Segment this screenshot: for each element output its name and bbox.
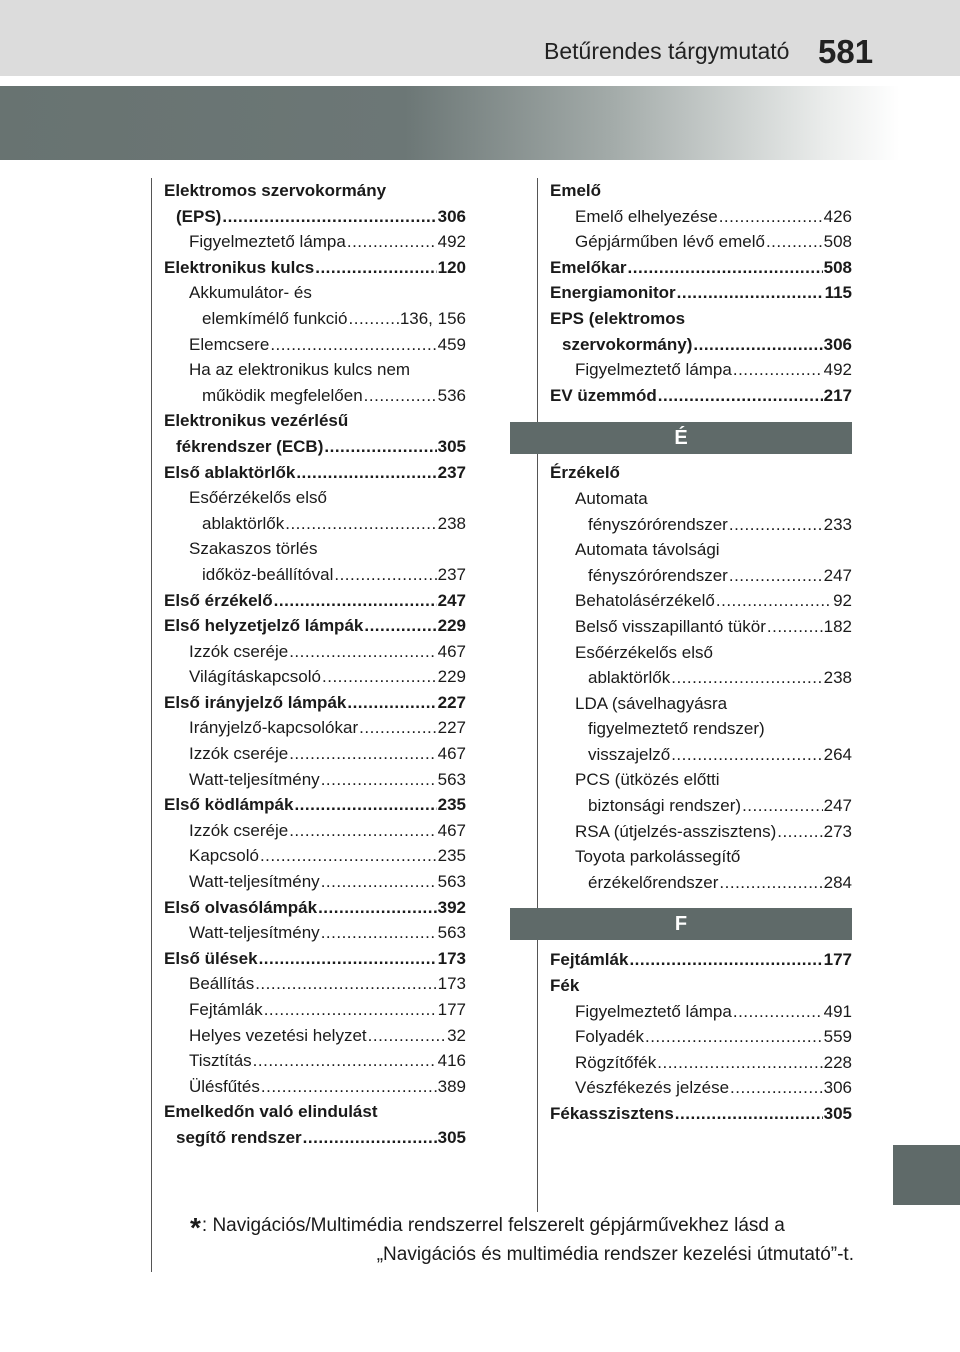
index-subentry bbox=[550, 588, 852, 614]
dot-leader bbox=[296, 460, 436, 486]
index-subentry bbox=[164, 971, 466, 997]
index-subentry bbox=[550, 691, 852, 717]
entry-page-number: 536 bbox=[437, 385, 466, 405]
entry-term: Emelkedőn való elindulást bbox=[164, 1102, 378, 1122]
dot-leader bbox=[730, 1075, 823, 1101]
entry-page-number: 467 bbox=[437, 820, 466, 840]
entry-page-number: 247 bbox=[437, 590, 466, 610]
entry-term: időköz-beállítóval bbox=[202, 564, 334, 584]
entry-page-number: 467 bbox=[437, 744, 466, 764]
entry-page-number: 563 bbox=[437, 769, 466, 789]
entry-term: Izzók cseréje bbox=[189, 744, 289, 764]
index-entry bbox=[550, 947, 852, 973]
index-subentry bbox=[164, 1074, 466, 1100]
index-entry bbox=[164, 178, 466, 204]
index-entry bbox=[164, 255, 466, 281]
dot-leader bbox=[289, 639, 436, 665]
entry-term: Első ülések bbox=[164, 948, 258, 968]
dot-leader bbox=[716, 588, 832, 614]
index-entry bbox=[164, 613, 466, 639]
dot-leader bbox=[289, 818, 436, 844]
index-subentry bbox=[550, 793, 852, 819]
dot-leader bbox=[671, 665, 822, 691]
entry-term: fényszórórendszer bbox=[588, 565, 728, 585]
dot-leader bbox=[767, 614, 823, 640]
index-subentry bbox=[550, 742, 852, 768]
dot-leader bbox=[321, 767, 437, 793]
dot-leader bbox=[261, 1074, 437, 1100]
entry-page-number: 136, 156 bbox=[399, 308, 466, 328]
index-entry bbox=[164, 588, 466, 614]
dot-leader bbox=[222, 204, 436, 230]
entry-term: Esőérzékelős első bbox=[575, 642, 713, 662]
entry-term: Fejtámlák bbox=[550, 950, 629, 970]
dot-leader bbox=[364, 613, 436, 639]
entry-term: Watt-teljesítmény bbox=[189, 923, 320, 943]
dot-leader bbox=[315, 255, 436, 281]
entry-page-number: 306 bbox=[437, 206, 466, 226]
dot-leader bbox=[742, 793, 823, 819]
dot-leader bbox=[675, 1101, 823, 1127]
index-subentry bbox=[550, 819, 852, 845]
entry-term: PCS (ütközés előtti bbox=[575, 770, 720, 790]
entry-page-number: 416 bbox=[437, 1051, 466, 1071]
dot-leader bbox=[347, 690, 436, 716]
index-entry bbox=[164, 1125, 466, 1151]
index-subentry bbox=[550, 1024, 852, 1050]
index-subentry bbox=[550, 1075, 852, 1101]
entry-term: fékrendszer (ECB) bbox=[176, 436, 324, 456]
entry-term: Emelőkar bbox=[550, 257, 627, 277]
entry-term: Első olvasólámpák bbox=[164, 897, 318, 917]
entry-page-number: 237 bbox=[437, 462, 466, 482]
entry-term: Első ablaktörlők bbox=[164, 462, 296, 482]
dot-leader bbox=[645, 1024, 823, 1050]
entry-term: Irányjelző-kapcsolókar bbox=[189, 718, 359, 738]
entry-page-number: 284 bbox=[823, 872, 852, 892]
entry-term: Világításkapcsoló bbox=[189, 667, 321, 687]
dot-leader bbox=[719, 870, 822, 896]
index-subentry bbox=[164, 306, 466, 332]
index-subentry bbox=[550, 1050, 852, 1076]
entry-page-number: 305 bbox=[823, 1104, 852, 1123]
entry-term: Figyelmeztető lámpa bbox=[575, 360, 732, 380]
dot-leader bbox=[253, 1048, 437, 1074]
index-entry bbox=[164, 946, 466, 972]
footnote-line-1: : Navigációs/Multimédia rendszerrel felszerelt gépjárművekhez lásd a bbox=[201, 1215, 785, 1236]
entry-term: Ülésfűtés bbox=[189, 1076, 260, 1096]
entry-term: Elemcsere bbox=[189, 334, 270, 354]
entry-term: elemkímélő funkció bbox=[202, 308, 348, 328]
index-subentry bbox=[550, 229, 852, 255]
entry-page-number: 306 bbox=[823, 1078, 852, 1098]
entry-page-number: 459 bbox=[437, 334, 466, 354]
dot-leader bbox=[303, 1125, 437, 1151]
dot-leader bbox=[294, 792, 436, 818]
index-entry bbox=[164, 895, 466, 921]
index-subentry bbox=[164, 715, 466, 741]
section-header-f: F bbox=[510, 908, 852, 940]
dot-leader bbox=[260, 843, 437, 869]
index-entry bbox=[164, 460, 466, 486]
index-subentry bbox=[550, 870, 852, 896]
entry-term: LDA (sávelhagyásra bbox=[575, 693, 728, 713]
index-group-e bbox=[550, 178, 852, 408]
entry-term: fényszórórendszer bbox=[588, 514, 728, 534]
entry-page-number: 227 bbox=[437, 692, 466, 712]
entry-term: Emelő elhelyezése bbox=[575, 206, 718, 226]
page-number: 581 bbox=[818, 33, 874, 70]
entry-term: Elektromos szervokormány bbox=[164, 181, 387, 200]
index-entry bbox=[550, 178, 852, 204]
entry-term: Helyes vezetési helyzet bbox=[189, 1025, 367, 1045]
entry-page-number: 173 bbox=[437, 974, 466, 994]
dot-leader bbox=[677, 280, 824, 306]
dot-leader bbox=[719, 204, 823, 230]
index-entry bbox=[164, 792, 466, 818]
header-bar bbox=[0, 0, 960, 76]
index-subentry bbox=[550, 665, 852, 691]
entry-page-number: 217 bbox=[823, 385, 852, 405]
index-subentry bbox=[550, 999, 852, 1025]
dot-leader bbox=[289, 741, 436, 767]
index-subentry bbox=[164, 639, 466, 665]
entry-page-number: 32 bbox=[447, 1025, 466, 1045]
entry-term: Figyelmeztető lámpa bbox=[189, 232, 346, 252]
entry-term: Behatolásérzékelő bbox=[575, 591, 715, 611]
entry-page-number: 389 bbox=[437, 1076, 466, 1096]
index-entry bbox=[164, 434, 466, 460]
entry-page-number: 247 bbox=[823, 565, 852, 585]
entry-page-number: 273 bbox=[823, 821, 852, 841]
entry-term: Érzékelő bbox=[550, 463, 620, 483]
index-subentry bbox=[550, 537, 852, 563]
index-subentry bbox=[550, 844, 852, 870]
dot-leader bbox=[318, 895, 437, 921]
entry-page-number: 426 bbox=[823, 206, 852, 226]
entry-page-number: 227 bbox=[437, 718, 466, 738]
index-subentry bbox=[164, 511, 466, 537]
footnote-line-2: „Navigációs és multimédia rendszer kezelési útmutató”-t. bbox=[376, 1244, 854, 1265]
entry-term: Folyadék bbox=[575, 1027, 644, 1047]
page-header-title: Betűrendes tárgymutató bbox=[544, 38, 790, 64]
entry-term: Első irányjelző lámpák bbox=[164, 692, 347, 712]
entry-term: Fék bbox=[550, 976, 580, 996]
entry-term: ablaktörlők bbox=[202, 513, 285, 533]
dot-leader bbox=[349, 306, 399, 332]
entry-term: Emelő bbox=[550, 181, 602, 200]
entry-page-number: 233 bbox=[823, 514, 852, 534]
dot-leader bbox=[321, 869, 437, 895]
index-subentry bbox=[550, 512, 852, 538]
entry-term: Watt-teljesítmény bbox=[189, 872, 320, 892]
entry-term: Automata távolsági bbox=[575, 540, 720, 560]
entry-term: Elektronikus kulcs bbox=[164, 257, 315, 277]
entry-term: EPS (elektromos bbox=[550, 308, 686, 328]
entry-page-number: 467 bbox=[437, 641, 466, 661]
entry-term: Tisztítás bbox=[189, 1051, 252, 1071]
entry-page-number: 229 bbox=[437, 616, 466, 636]
entry-term: RSA (útjelzés-asszisztens) bbox=[575, 821, 777, 841]
index-subentry bbox=[164, 1048, 466, 1074]
index-subentry bbox=[164, 818, 466, 844]
entry-term: ablaktörlők bbox=[588, 668, 671, 688]
entry-term: figyelmeztető rendszer) bbox=[588, 719, 765, 739]
index-subentry bbox=[550, 357, 852, 383]
entry-term: Elektronikus vezérlésű bbox=[164, 411, 349, 431]
entry-page-number: 491 bbox=[823, 1001, 852, 1021]
entry-page-number: 182 bbox=[823, 616, 852, 636]
entry-term: Fejtámlák bbox=[189, 1000, 263, 1019]
entry-term: Gépjárműben lévő emelő bbox=[575, 232, 765, 252]
entry-page-number: 238 bbox=[437, 513, 466, 533]
entry-term: Első helyzetjelző lámpák bbox=[164, 616, 364, 636]
index-subentry bbox=[164, 383, 466, 409]
entry-term: Fékasszisztens bbox=[550, 1104, 674, 1123]
index-subentry bbox=[550, 486, 852, 512]
index-subentry bbox=[550, 563, 852, 589]
index-entry bbox=[550, 460, 852, 486]
entry-term: Beállítás bbox=[189, 974, 255, 994]
index-entry bbox=[550, 332, 852, 358]
entry-term: működik megfelelően bbox=[202, 385, 363, 405]
index-subentry bbox=[164, 997, 466, 1023]
entry-term: Belső visszapillantó tükör bbox=[575, 616, 766, 636]
entry-page-number: 235 bbox=[437, 846, 466, 866]
dot-leader bbox=[693, 332, 822, 358]
index-subentry bbox=[164, 664, 466, 690]
entry-page-number: 177 bbox=[437, 1000, 466, 1019]
entry-term: (EPS) bbox=[176, 206, 222, 226]
entry-page-number: 508 bbox=[823, 232, 852, 252]
index-group-f bbox=[550, 947, 852, 1126]
entry-term: biztonsági rendszer) bbox=[588, 796, 742, 816]
entry-term: Első ködlámpák bbox=[164, 795, 294, 815]
entry-term: Izzók cseréje bbox=[189, 820, 289, 840]
dot-leader bbox=[264, 997, 437, 1023]
entry-term: Ha az elektronikus kulcs nem bbox=[189, 360, 411, 380]
entry-term: Izzók cseréje bbox=[189, 641, 289, 661]
index-subentry bbox=[164, 280, 466, 306]
entry-page-number: 305 bbox=[437, 436, 466, 456]
index-subentry bbox=[164, 869, 466, 895]
dot-leader bbox=[658, 383, 823, 409]
entry-term: Első érzékelő bbox=[164, 590, 273, 610]
index-entry bbox=[550, 280, 852, 306]
entry-page-number: 559 bbox=[823, 1027, 852, 1047]
entry-term: segítő rendszer bbox=[176, 1127, 302, 1147]
index-subentry bbox=[164, 229, 466, 255]
header-banner bbox=[0, 86, 900, 160]
footnote bbox=[190, 1212, 854, 1268]
dot-leader bbox=[274, 588, 437, 614]
entry-page-number: 264 bbox=[823, 744, 852, 764]
entry-page-number: 229 bbox=[437, 667, 466, 687]
entry-page-number: 305 bbox=[437, 1127, 466, 1147]
entry-page-number: 115 bbox=[824, 283, 852, 303]
entry-page-number: 177 bbox=[823, 950, 852, 970]
entry-page-number: 563 bbox=[437, 923, 466, 943]
entry-page-number: 247 bbox=[823, 796, 852, 816]
index-column-left bbox=[164, 178, 466, 1151]
dot-leader bbox=[729, 563, 823, 589]
index-entry bbox=[550, 255, 852, 281]
entry-page-number: 492 bbox=[437, 232, 466, 252]
dot-leader bbox=[322, 664, 437, 690]
entry-term: szervokormány) bbox=[562, 334, 693, 354]
footnote-star: * bbox=[190, 1212, 201, 1243]
dot-leader bbox=[324, 434, 436, 460]
dot-leader bbox=[777, 819, 822, 845]
index-entry bbox=[550, 306, 852, 332]
index-subentry bbox=[164, 357, 466, 383]
index-entry bbox=[550, 973, 852, 999]
entry-term: Szakaszos törlés bbox=[189, 539, 318, 559]
index-entry bbox=[164, 1099, 466, 1125]
index-subentry bbox=[164, 741, 466, 767]
dot-leader bbox=[657, 1050, 822, 1076]
entry-term: Vészfékezés jelzése bbox=[575, 1078, 730, 1098]
entry-term: Watt-teljesítmény bbox=[189, 769, 320, 789]
chapter-tab bbox=[893, 1145, 960, 1205]
entry-page-number: 120 bbox=[437, 257, 466, 277]
entry-term: érzékelőrendszer bbox=[588, 872, 719, 892]
left-column-rule bbox=[151, 178, 152, 1272]
dot-leader bbox=[334, 562, 436, 588]
dot-leader bbox=[347, 229, 437, 255]
index-entry bbox=[550, 383, 852, 409]
index-entry bbox=[550, 1101, 852, 1127]
index-column-right bbox=[550, 178, 852, 1127]
index-subentry bbox=[164, 1023, 466, 1049]
index-subentry bbox=[164, 485, 466, 511]
entry-term: visszajelző bbox=[588, 744, 671, 764]
dot-leader bbox=[729, 512, 823, 538]
dot-leader bbox=[285, 511, 436, 537]
dot-leader bbox=[255, 971, 436, 997]
dot-leader bbox=[359, 715, 436, 741]
entry-term: EV üzemmód bbox=[550, 385, 657, 405]
index-subentry bbox=[550, 204, 852, 230]
entry-page-number: 392 bbox=[437, 897, 466, 917]
entry-term: Rögzítőfék bbox=[575, 1052, 657, 1072]
entry-page-number: 173 bbox=[437, 948, 466, 968]
dot-leader bbox=[671, 742, 822, 768]
column-divider bbox=[537, 178, 538, 1212]
entry-page-number: 508 bbox=[823, 257, 852, 277]
dot-leader bbox=[321, 920, 437, 946]
entry-page-number: 306 bbox=[823, 334, 852, 354]
index-subentry bbox=[164, 332, 466, 358]
dot-leader bbox=[259, 946, 437, 972]
entry-page-number: 228 bbox=[823, 1052, 852, 1072]
section-header-e-accent: É bbox=[510, 422, 852, 454]
dot-leader bbox=[733, 357, 823, 383]
entry-page-number: 237 bbox=[437, 564, 466, 584]
index-subentry bbox=[550, 640, 852, 666]
dot-leader bbox=[629, 947, 822, 973]
dot-leader bbox=[368, 1023, 446, 1049]
entry-term: Figyelmeztető lámpa bbox=[575, 1001, 732, 1021]
index-entry bbox=[164, 204, 466, 230]
entry-page-number: 238 bbox=[823, 668, 852, 688]
dot-leader bbox=[733, 999, 823, 1025]
index-group-e-accent bbox=[550, 460, 852, 895]
entry-page-number: 92 bbox=[833, 591, 852, 611]
entry-term: Energiamonitor bbox=[550, 283, 676, 303]
index-subentry bbox=[164, 920, 466, 946]
entry-term: Toyota parkolássegítő bbox=[575, 847, 741, 867]
entry-term: Automata bbox=[575, 488, 648, 508]
index-entry bbox=[164, 408, 466, 434]
index-subentry bbox=[164, 767, 466, 793]
index-subentry bbox=[550, 614, 852, 640]
index-subentry bbox=[164, 843, 466, 869]
index-entry bbox=[164, 690, 466, 716]
dot-leader bbox=[270, 332, 436, 358]
index-subentry bbox=[164, 562, 466, 588]
dot-leader bbox=[766, 229, 823, 255]
dot-leader bbox=[364, 383, 437, 409]
index-subentry bbox=[164, 536, 466, 562]
index-subentry bbox=[550, 767, 852, 793]
entry-page-number: 492 bbox=[823, 360, 852, 380]
entry-term: Akkumulátor- és bbox=[189, 283, 312, 303]
entry-term: Kapcsoló bbox=[189, 846, 259, 866]
entry-term: Esőérzékelős első bbox=[189, 488, 327, 508]
entry-page-number: 235 bbox=[437, 795, 466, 815]
entry-page-number: 563 bbox=[437, 872, 466, 892]
dot-leader bbox=[628, 255, 823, 281]
index-subentry bbox=[550, 716, 852, 742]
